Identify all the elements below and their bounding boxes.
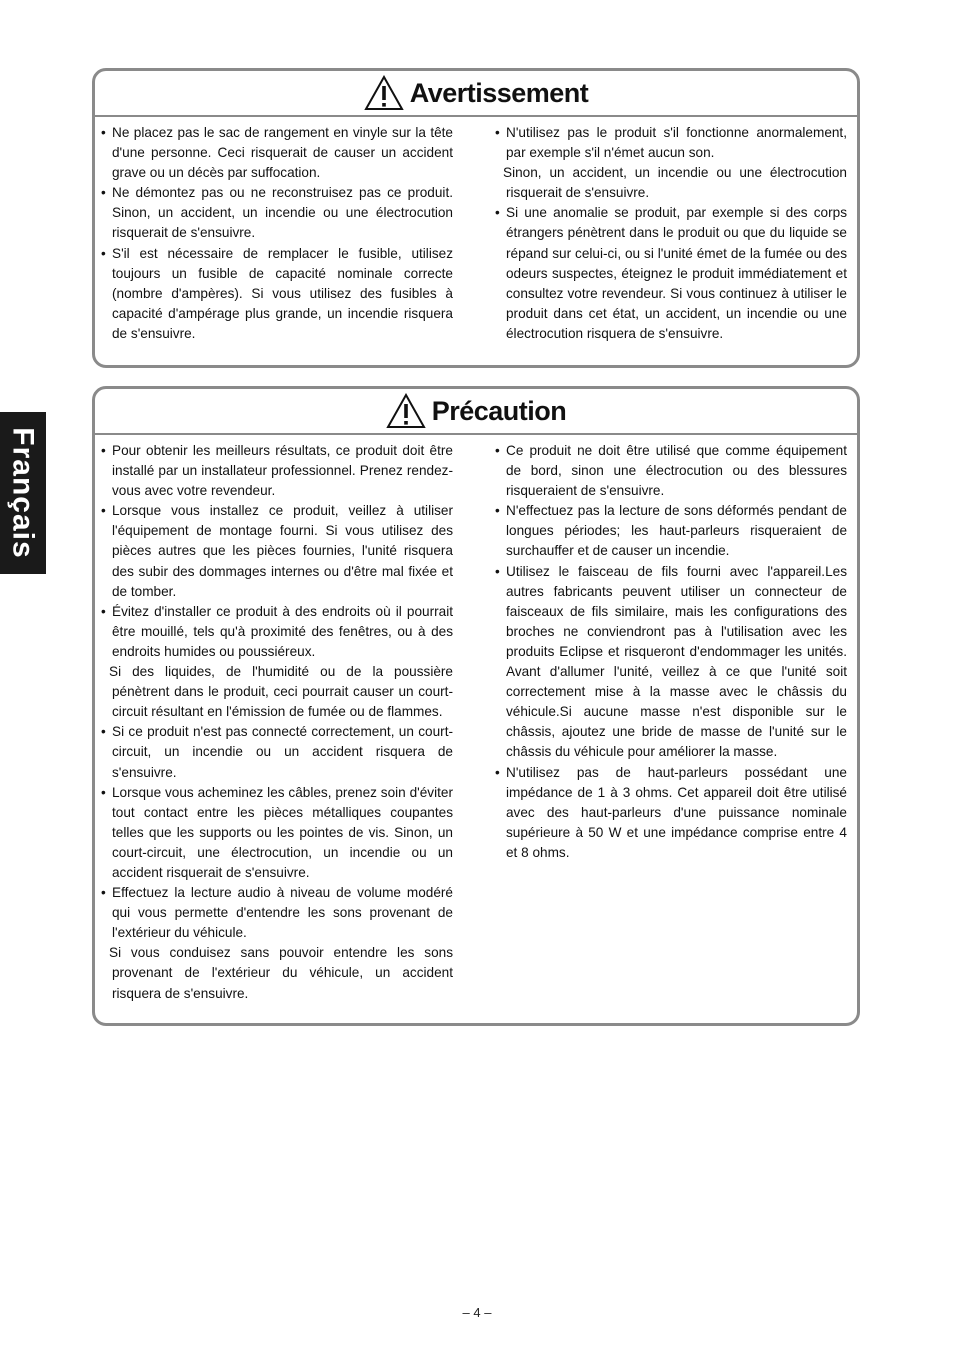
- warning-item: [495, 203, 847, 344]
- warning-item-text: Ne démontez pas ou ne reconstruisez pas ce produit. Sinon, un accident, un incendie ou une électrocution risquerait de s'ensuivre.: [112, 185, 453, 241]
- caution-item-text: Utilisez le faisceau de fils fourni avec l'appareil.Les autres fabricants peuvent utiliser un connecteur de faisceaux de fils similaire, mais les configurations des broches ne conviendront pas à l'utilisation avec les produits Eclipse et risqueront d'endommager les unités. Avant d'allumer l'unité, veillez à ce que l'unité soit correctement mise à la masse avec le châssis du véhicule.Si aucune masse n'est disponible sur le châssis, ajoutez une bride de masse de l'unité sur le châssis du véhicule pour améliorer la masse.: [506, 563, 847, 760]
- bullet: •: [101, 603, 106, 619]
- caution-item-text: N'utilisez pas de haut-parleurs possédant une impédance de 1 à 3 ohms. Cet appareil doit être utilisé avec des haut-parleurs d'une puissance nominale supérieure à 50 W et une impédance comprise entre 4 et 8 ohms.: [506, 764, 847, 860]
- warning-item-continuation: Sinon, un accident, un incendie ou une électrocution risquerait de s'ensuivre.: [503, 165, 847, 201]
- bullet: •: [101, 443, 106, 458]
- caution-box: [92, 386, 860, 1026]
- warning-item: [101, 123, 453, 183]
- warning-header: [95, 71, 857, 117]
- caution-item: [101, 722, 453, 782]
- caution-item-text: Lorsque vous installez ce produit, veillez à utiliser l'équipement de montage fourni. Si vous utilisez des pièces autres que les pièces fournies, l'unité risquera des subir des dommages internes ou d'être mal fixée et de tomber.: [112, 503, 453, 599]
- bullet: •: [495, 503, 500, 519]
- bullet: •: [101, 245, 106, 261]
- warning-triangle-icon: [364, 75, 404, 111]
- caution-item: [495, 763, 847, 863]
- caution-title: Précaution: [431, 395, 567, 426]
- warning-title: Avertissement: [409, 77, 589, 108]
- bullet: •: [495, 764, 500, 780]
- caution-item-continuation: Si vous conduisez sans pouvoir entendre les sons provenant de l'extérieur du véhicule, un accident risquera de s'ensuivre.: [109, 945, 453, 1001]
- caution-right-column: [495, 441, 847, 1004]
- language-tab-label: Français: [7, 427, 40, 559]
- bullet: •: [495, 125, 500, 140]
- caution-item: [101, 883, 453, 943]
- warning-item: [495, 123, 847, 163]
- warning-box: [92, 68, 860, 368]
- caution-item-text: Lorsque vous acheminez les câbles, prenez soin d'éviter tout contact entre les pièces métalliques coupantes telles que les supports ou les pointes de vis. Sinon, un court-circuit, une électrocution, un incendie ou un accident risquerait de s'ensuivre.: [112, 784, 453, 880]
- warning-item-text: Si une anomalie se produit, par exemple si des corps étrangers pénètrent dans le produit ou que du liquide se répand sur celui-ci, ou si l'unité émet de la fumée ou des odeurs suspectes, éteignez le produit immédiatement et consultez votre revendeur. Si vous continuez à utiliser le produit dans cet état, un accident, un incendie ou une électrocution risquera de s'ensuivre.: [506, 205, 847, 341]
- caution-item: [101, 783, 453, 883]
- warning-item-text: Ne placez pas le sac de rangement en vinyle sur la tête d'une personne. Ceci risquerait de causer un accident grave ou un décès par suffocation.: [112, 125, 453, 181]
- caution-item: [495, 501, 847, 561]
- caution-item-text: Évitez d'installer ce produit à des endroits où il pourrait être mouillé, tels qu'à proximité des fenêtres, ou à des endroits humides ou poussiéreux.: [112, 603, 453, 659]
- warning-item-text: S'il est nécessaire de remplacer le fusible, utilisez toujours un fusible de capacité nominale correcte (nombre d'ampères). Si vous utilisez des fusibles à capacité d'ampérage plus grande, un incendie risquera de s'ensuivre.: [112, 245, 453, 341]
- caution-item-continuation: Si des liquides, de l'humidité ou de la poussière pénètrent dans le produit, ceci pourrait causer un court-circuit résultant en l'émission de fumée ou de flammes.: [109, 664, 453, 720]
- caution-item: [101, 602, 453, 662]
- bullet: •: [101, 185, 106, 201]
- caution-item-text: N'effectuez pas la lecture de sons déformés pendant de longues périodes; les haut-parleurs risqueraient de surchauffer et de causer un incendie.: [506, 503, 847, 559]
- caution-header: [95, 389, 857, 435]
- bullet: •: [101, 125, 106, 140]
- language-tab: [0, 412, 46, 574]
- caution-item: [495, 562, 847, 763]
- warning-item-text: N'utilisez pas le produit s'il fonctionne anormalement, par exemple s'il n'émet aucun son.: [506, 125, 847, 161]
- caution-left-column: [101, 441, 453, 1004]
- caution-item-text: Pour obtenir les meilleurs résultats, ce produit doit être installé par un installateur professionnel. Prenez rendez-vous avec votre revendeur.: [112, 443, 453, 499]
- warning-left-column: [101, 123, 453, 344]
- warning-right-column: [495, 123, 847, 344]
- bullet: •: [495, 443, 500, 458]
- warning-triangle-icon: [386, 393, 426, 429]
- bullet: •: [495, 205, 500, 221]
- bullet: •: [101, 885, 106, 901]
- bullet: •: [495, 563, 500, 579]
- caution-item-text: Effectuez la lecture audio à niveau de volume modéré qui vous permette d'entendre les sons provenant de l'extérieur du véhicule.: [112, 885, 453, 941]
- caution-item: [495, 441, 847, 501]
- page-number: – 4 –: [462, 1305, 492, 1320]
- warning-item: [101, 183, 453, 243]
- caution-item: [101, 501, 453, 601]
- bullet: •: [101, 784, 106, 800]
- caution-item-text: Si ce produit n'est pas connecté correctement, un court-circuit, un incendie ou un accident risquera de s'ensuivre.: [112, 724, 453, 780]
- caution-item: [101, 441, 453, 501]
- bullet: •: [101, 724, 106, 740]
- caution-item-text: Ce produit ne doit être utilisé que comme équipement de bord, sinon une électrocution ou des blessures risqueraient de s'ensuivre.: [506, 443, 847, 499]
- bullet: •: [101, 503, 106, 519]
- warning-item: [101, 244, 453, 344]
